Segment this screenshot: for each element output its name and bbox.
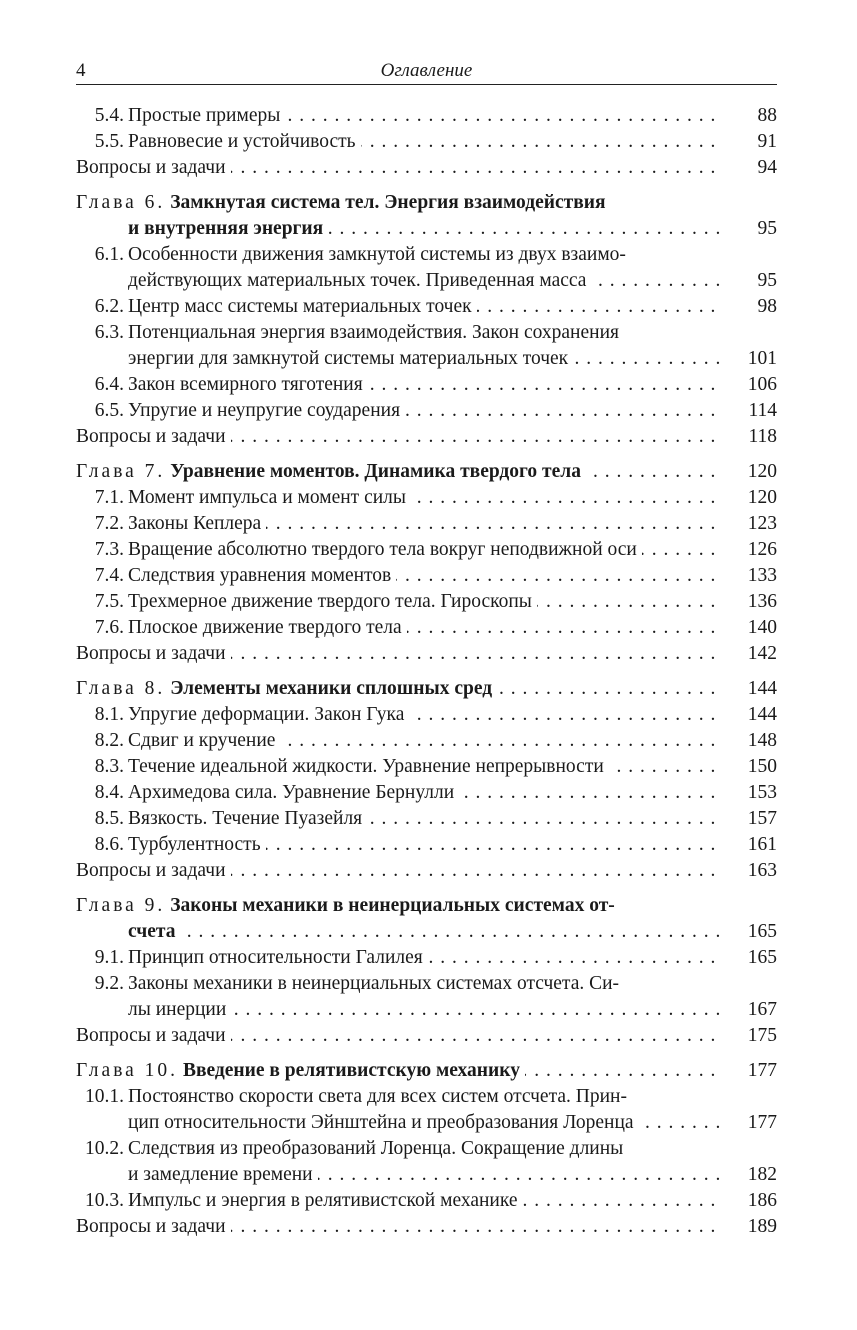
toc-questions[interactable]: Вопросы и задачи . . . 163 <box>76 858 777 884</box>
toc-entry-cont[interactable]: действующих материальных точек. Приведенная масса . . . 95 <box>76 268 777 294</box>
chapter-heading[interactable]: Глава 8. Элементы механики сплошных сред . . . 144 <box>76 676 777 702</box>
toc-entry[interactable]: 8.3. Течение идеальной жидкости. Уравнение непрерывности . . . 150 <box>76 754 777 780</box>
toc-entry[interactable]: 7.2. Законы Кеплера . . . 123 <box>76 511 777 537</box>
toc-entry-cont[interactable]: энергии для замкнутой системы материальных точек . . . 101 <box>76 346 777 372</box>
toc-entry[interactable]: 10.2. Следствия из преобразований Лоренца. Сокращение длины <box>76 1136 777 1162</box>
toc-entry[interactable]: 7.4. Следствия уравнения моментов . . . 133 <box>76 563 777 589</box>
toc-entry[interactable]: 5.4. Простые примеры . . . 88 <box>76 103 777 129</box>
toc-entry[interactable]: 6.2. Центр масс системы материальных точек . . . 98 <box>76 294 777 320</box>
toc-entry[interactable]: 10.1. Постоянство скорости света для всех систем отсчета. Прин- <box>76 1084 777 1110</box>
chapter-heading-cont[interactable]: счета . . . 165 <box>76 919 777 945</box>
toc-entry[interactable]: 9.2. Законы механики в неинерциальных системах отсчета. Си- <box>76 971 777 997</box>
chapter-heading-cont[interactable]: и внутренняя энергия . . . 95 <box>76 216 777 242</box>
toc-entry[interactable]: 8.2. Сдвиг и кручение . . . 148 <box>76 728 777 754</box>
chapter-heading[interactable]: Глава 9. Законы механики в неинерциальных системах от- <box>76 893 777 919</box>
toc-entry[interactable]: 6.4. Закон всемирного тяготения . . . 106 <box>76 372 777 398</box>
chapter-heading[interactable]: Глава 6. Замкнутая система тел. Энергия взаимодействия <box>76 190 777 216</box>
toc-entry[interactable]: 8.6. Турбулентность . . . 161 <box>76 832 777 858</box>
chapter-heading[interactable]: Глава 7. Уравнение моментов. Динамика твердого тела . . . 120 <box>76 459 777 485</box>
toc-entry[interactable]: 8.1. Упругие деформации. Закон Гука . . . 144 <box>76 702 777 728</box>
toc-questions[interactable]: Вопросы и задачи . . . 142 <box>76 641 777 667</box>
toc-entry-cont[interactable]: и замедление времени . . . 182 <box>76 1162 777 1188</box>
toc-entry[interactable]: 7.6. Плоское движение твердого тела . . . 140 <box>76 615 777 641</box>
toc-entry[interactable]: 8.4. Архимедова сила. Уравнение Бернулли . . . 153 <box>76 780 777 806</box>
toc-entry-cont[interactable]: лы инерции . . . 167 <box>76 997 777 1023</box>
page-number: 4 <box>76 60 86 81</box>
toc-questions[interactable]: Вопросы и задачи . . . 118 <box>76 424 777 450</box>
toc-entry-cont[interactable]: цип относительности Эйнштейна и преобразования Лоренца . . . 177 <box>76 1110 777 1136</box>
page-header <box>76 58 777 85</box>
toc-entry[interactable]: 7.3. Вращение абсолютно твердого тела вокруг неподвижной оси . . . 126 <box>76 537 777 563</box>
toc-entry[interactable]: 10.3. Импульс и энергия в релятивистской механике . . . 186 <box>76 1188 777 1214</box>
toc-entry[interactable]: 5.5. Равновесие и устойчивость . . . 91 <box>76 129 777 155</box>
toc-entry[interactable]: 6.1. Особенности движения замкнутой системы из двух взаимо- <box>76 242 777 268</box>
running-title: Оглавление <box>380 60 473 81</box>
toc-entry[interactable]: 6.3. Потенциальная энергия взаимодействия. Закон сохранения <box>76 320 777 346</box>
toc-entry[interactable]: 6.5. Упругие и неупругие соударения . . . 114 <box>76 398 777 424</box>
toc-questions[interactable]: Вопросы и задачи . . . 94 <box>76 155 777 181</box>
toc-questions[interactable]: Вопросы и задачи . . . 175 <box>76 1023 777 1049</box>
chapter-heading[interactable]: Глава 10. Введение в релятивистскую механику . . . 177 <box>76 1058 777 1084</box>
toc-entry[interactable]: 7.5. Трехмерное движение твердого тела. Гироскопы . . . 136 <box>76 589 777 615</box>
toc-entry[interactable]: 8.5. Вязкость. Течение Пуазейля . . . 157 <box>76 806 777 832</box>
table-of-contents <box>76 103 777 1240</box>
toc-entry[interactable]: 7.1. Момент импульса и момент силы . . . 120 <box>76 485 777 511</box>
toc-questions[interactable]: Вопросы и задачи . . . 189 <box>76 1214 777 1240</box>
toc-entry[interactable]: 9.1. Принцип относительности Галилея . . . 165 <box>76 945 777 971</box>
